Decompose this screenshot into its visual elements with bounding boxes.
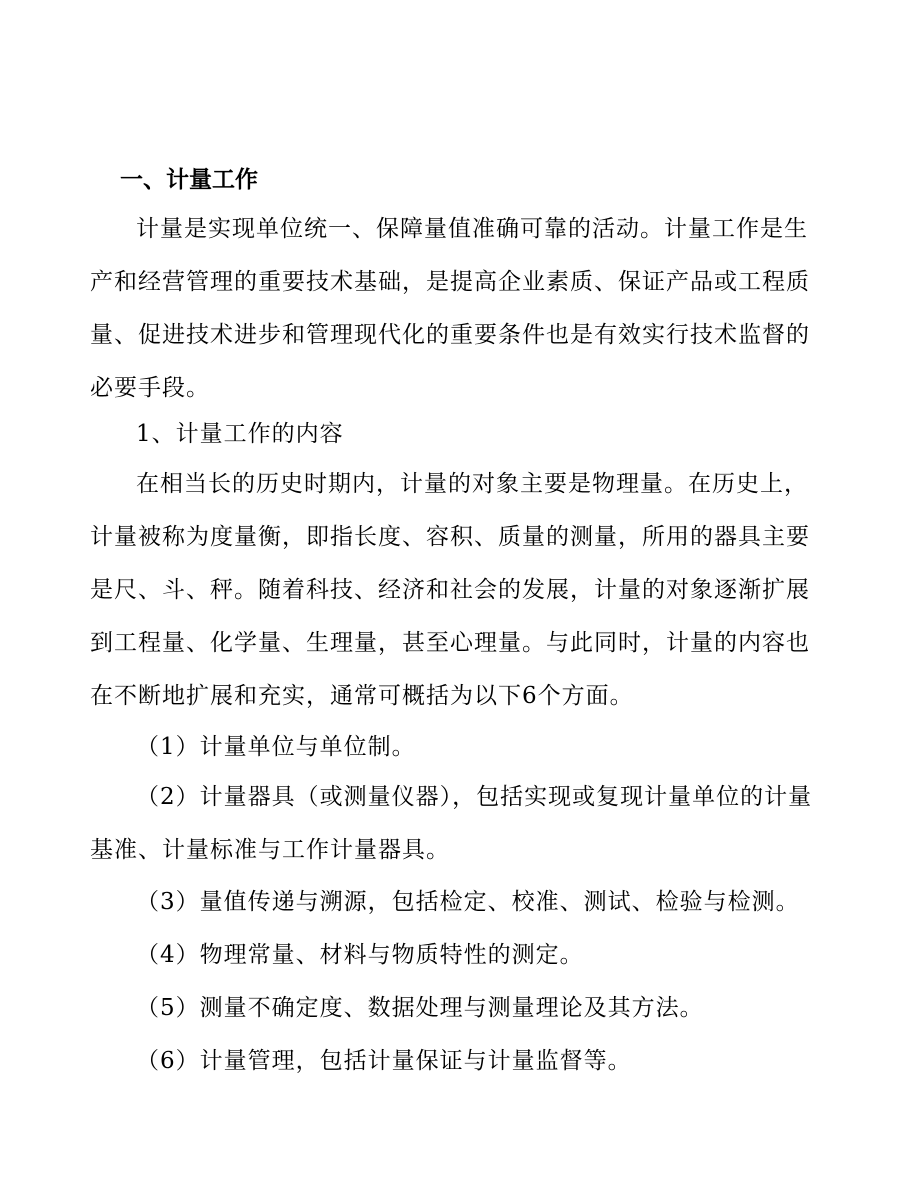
list-item: （1）计量单位与单位制。 [136,734,416,760]
content-paragraph: 在相当长的历史时期内，计量的对象主要是物理量。在历史上，计量被称为度量衡，即指长度、容积、质量的测量，所用的器具主要是尺、斗、秤。随着科技、经济和社会的发展，计量的对象逐渐扩展到工程量、化学量、生理量，甚至心理量。与此同时，计量的内容也在不断地扩展和充实，通常可概括为以下6个方面。 [90,471,810,709]
list-item: （3）量值传递与溯源，包括检定、校准、测试、检验与检测。 [136,889,800,915]
list-item: （6）计量管理，包括计量保证与计量监督等。 [136,1048,632,1074]
intro-paragraph: 计量是实现单位统一、保障量值准确可靠的活动。计量工作是生产和经营管理的重要技术基础，是提高企业素质、保证产品或工程质量、促进技术进步和管理现代化的重要条件也是有效实行技术监督的必要手段。 [90,216,810,401]
section-title: 一、计量工作 [120,167,258,193]
list-item: （5）测量不确定度、数据处理与测量理论及其方法。 [136,995,704,1021]
list-item: （2）计量器具（或测量仪器），包括实现或复现计量单位的计量基准、计量标准与工作计量器具。 [90,784,813,863]
list-item: （4）物理常量、材料与物质特性的测定。 [136,942,584,968]
subsection-title: 1、计量工作的内容 [136,421,344,447]
